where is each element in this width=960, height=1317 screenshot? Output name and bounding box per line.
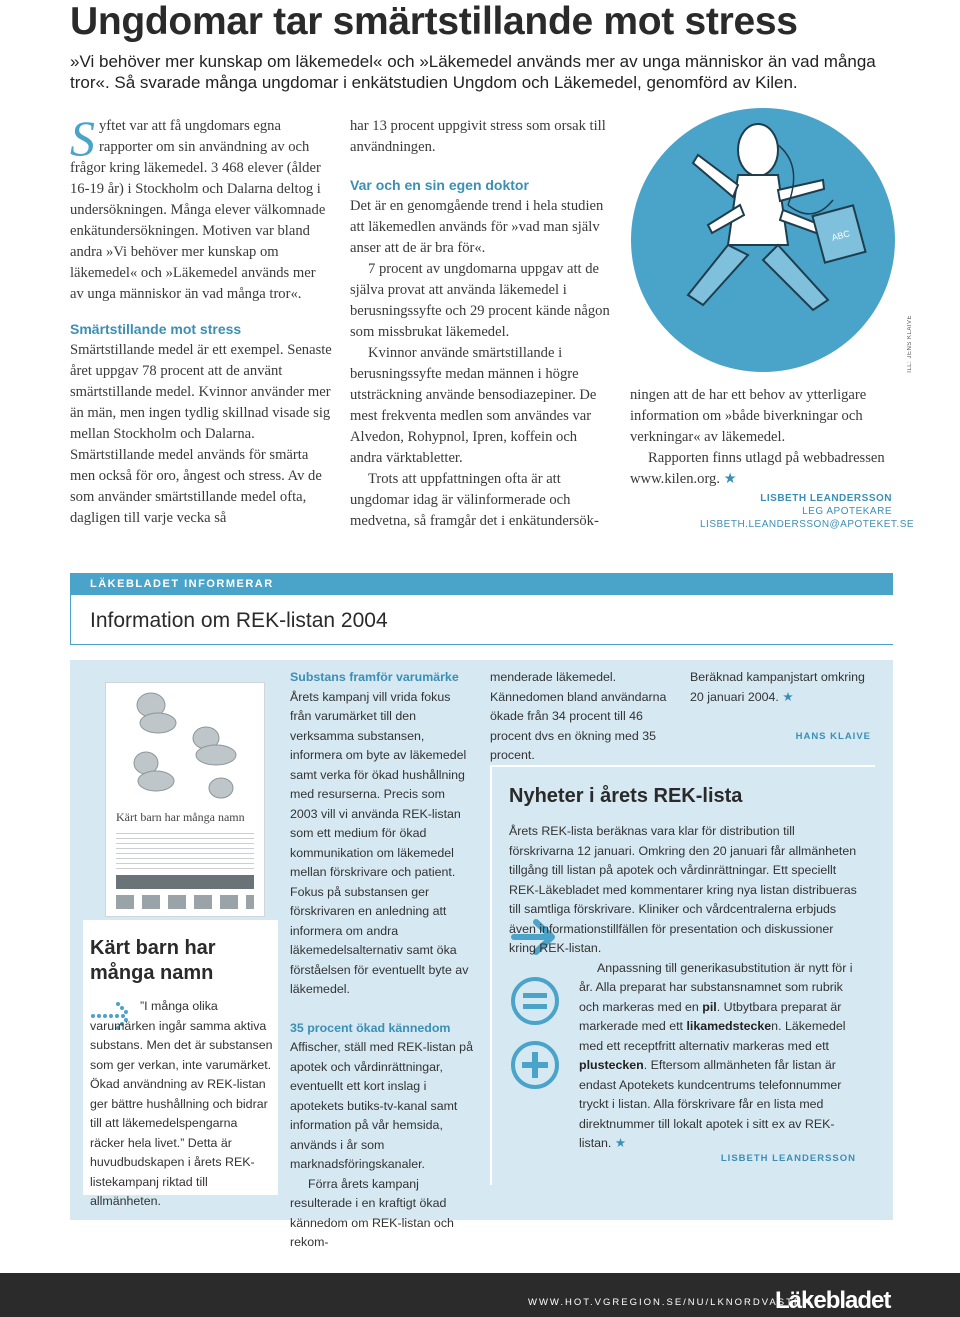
dropcap: S: [70, 110, 95, 166]
article-column-3: [630, 385, 894, 490]
mcol-subhead-1: Substans framför varumärke: [290, 670, 459, 684]
poster-title: Kärt barn har många namn: [116, 810, 245, 824]
poster-text-lines: [116, 829, 254, 869]
footer-logo: Läkebladet: [775, 1287, 891, 1314]
intro-text: »Vi behöver mer kunskap om läkemedel« och »Läkemedel används mer av unga människor än vad många tror«. Så svarade många ungdomar i enkätstudien Ungdom och Läkemedel, genomförd av Kilen.: [70, 52, 876, 92]
footer-url[interactable]: WWW.HOT.VGREGION.SE/NU/LKNORDVASTRA: [528, 1297, 812, 1308]
nyheter-paragraph-2: Anpassning till generikasubstitution är nytt för i år. Alla preparat har substansnamnet som rubrik och markeras med en pil. Utbytbara preparat är markerade med ett likamedstecken. Läkemedel med ett receptfritt alternativ markeras med ett plustecken. Eftersom allmänheten får listan är endast Apotekets kundcentrums telefonnummer tryckt i listan. Alla förskrivare får en lista med direktnummer till lokalt apotek i sitt ex av REK-listan. ★: [579, 960, 853, 1150]
headline: Ungdomar tar smärtstillande mot stress: [70, 0, 798, 43]
signature-name: LISBETH LEANDERSSON: [760, 493, 892, 504]
info-bar-label: LÄKEBLADET INFORMERAR: [90, 578, 274, 590]
campaign-poster: [105, 682, 265, 917]
col2-paragraph-5: Trots att uppfattningen ofta är att ungdomar idag är välinformerade och medvetna, så framgår det i enkätundersök-: [350, 471, 599, 529]
col2-paragraph-4: Kvinnor använde smärtstillande i berusningssyfte medan männen i högre utsträckning använde bensodiazepiner. De mest frekventa medlen som användes var Alvedon, Rohypnol, Ipren, koffein och andra värktabletter.: [350, 345, 597, 466]
illustration-credit: ILL: JENS KLAIVE: [907, 315, 913, 373]
end-star: ★: [614, 1136, 626, 1150]
poster-bar: [116, 875, 254, 889]
mcol-paragraph-2: Affischer, ställ med REK-listan på apotek och vårdinrättningar, eventuellt ett kort inslag i apotekets butiks-tv-kanal samt information på vår hemsida, används i år som marknadsföringskanaler.: [290, 1040, 473, 1171]
poster-babies: [106, 683, 264, 803]
end-star: ★: [723, 471, 737, 487]
col2-paragraph-2: Det är en genomgående trend i hela studien att läkemedlen används för »vad man själv anser att de är bra för«.: [350, 198, 604, 256]
col3-paragraph-1: ningen att de har ett behov av ytterligare information om »både biverkningar och verkningar« av läkemedel.: [630, 387, 867, 445]
kampanj-signature: HANS KLAIVE: [795, 731, 871, 742]
nyheter-title: Nyheter i årets REK-lista: [509, 785, 743, 807]
col3-paragraph-2: Rapporten finns utlagd på webbadressen www.kilen.org.: [630, 450, 885, 487]
info-column-right-2: [690, 668, 875, 707]
nyheter-paragraph-1: Årets REK-lista beräknas vara klar för distribution till förskrivarna 12 januari. Omkring den 20 januari får allmänheten tillgång till listan på apotek och vårdinrättningar. Ett speciellt REK-Läkebladet med kommentarer kring nya listan distribueras till samtliga förskrivare. Kliniker och vårdcentralerna erbjuds även informationstillfällen för presentation och diskussioner kring REK-listan.: [509, 824, 857, 955]
article-column-2: [350, 116, 612, 532]
mcol-subhead-2: 35 procent ökad kännedom: [290, 1020, 451, 1035]
article-signature: [700, 492, 915, 531]
col2-subhead: Var och en sin egen doktor: [350, 177, 529, 193]
signature-title: LEG APOTEKARE: [802, 506, 892, 517]
col2-paragraph-3: 7 procent av ungdomarna uppgav att de själva provat att använda läkemedel i berusningssyfte och 29 procent kände någon som missbrukat läkemedel.: [350, 261, 610, 340]
book-label: ABC: [830, 228, 851, 243]
col1-subhead: Smärtstillande mot stress: [70, 321, 242, 337]
article-column-1: [70, 110, 332, 529]
col2-paragraph-1: har 13 procent uppgivit stress som orsak till användningen.: [350, 118, 606, 155]
nyheter-signature: LISBETH LEANDERSSON: [720, 1153, 856, 1164]
info-column-middle: [290, 668, 475, 1253]
rcol1-paragraph: menderade läkemedel. Kännedomen bland användarna ökade från 34 procent till 46 procent dvs en ökning med 35 procent.: [490, 670, 667, 762]
info-title: Information om REK-listan 2004: [90, 609, 388, 632]
nyheter-body: [509, 822, 857, 1154]
signature-email: LISBETH.LEANDERSSON@APOTEKET.SE: [700, 519, 915, 530]
poster-logos: [116, 895, 254, 909]
figure-head: [738, 124, 778, 176]
kart-body: ”I många olika varumärken ingår samma aktiva substans. Men det är substansen som ger verkan, inte varumärket. Ökad användning av REK-listan ger bättre hushållning och bidrar till att läkemedelspengarna räcker hela livet.” Detta är huvudbudskapen i årets REK-listekampanj riktad till allmänheten.: [90, 999, 273, 1208]
illustration: [628, 105, 898, 375]
end-star: ★: [782, 689, 794, 704]
col1-paragraph-2: Smärtstillande medel är ett exempel. Senaste året uppgav 78 procent att de använt smärtstillande medel. Kvinnor använder mer än män, men ingen tydlig skillnad visade sig mellan Stockholm och Dalarna. Smärtstillande medel används för smärta men också för oro, ångest och stress. Av de som använder smärtstillande medel ofta, dagligen till varje vecka så: [70, 342, 332, 526]
col1-paragraph-1: yftet var att få ungdomars egna rapporter om sin användning av och frågor kring läkemedel. 3 468 elever (ålder 16-19 år) i Stockholm och Dalarna deltog i undersökningen. Många elever välkomnade enkätundersökningen. Motiven var bland andra »Vi behöver mer kunskap om läkemedel« och »Läkemedel används mer av unga människor än vad många tror«.: [70, 118, 326, 302]
mcol-paragraph-1: Årets kampanj vill vrida fokus från varumärket till den verksamma substansen, informera om byte av läkemedel samt verka för ökad hushållning med resurserna. Precis som 2003 vill vi använda REK-listan som ett medium för ökad kommunikation om läkemedel mellan förskrivare och patient. Fokus på substansen ger förskrivaren en anledning att informera om andra läkemedelsalternativ samt öka förståelsen för eventuellt byte av läkemedel.: [290, 689, 469, 996]
mcol-paragraph-3: Förra årets kampanj resulterade i en kraftigt ökad kännedom om REK-listan och rekom-: [290, 1176, 454, 1249]
kart-title: Kärt barn har många namn: [90, 937, 216, 984]
info-column-right-1: [490, 668, 675, 766]
rcol2-paragraph: Beräknad kampanjstart omkring 20 januari 2004.: [690, 670, 865, 704]
